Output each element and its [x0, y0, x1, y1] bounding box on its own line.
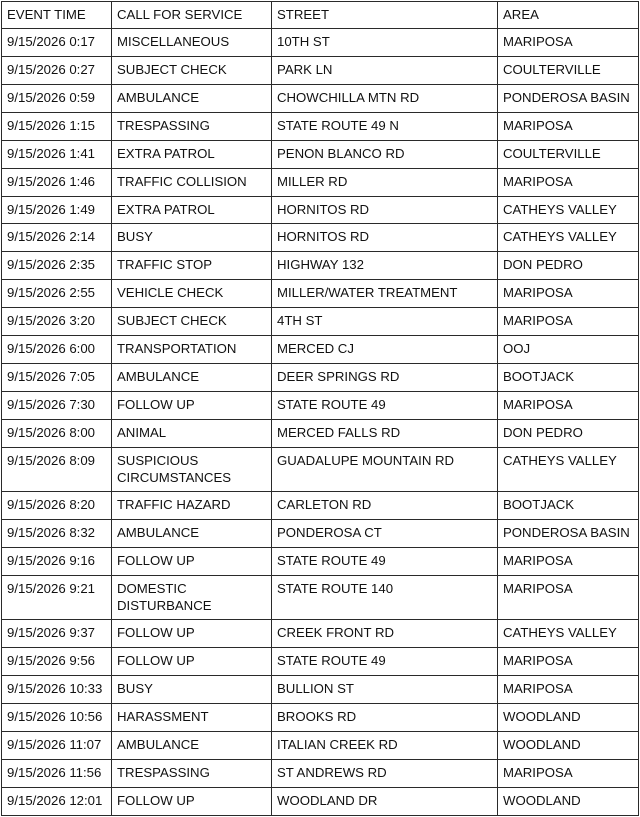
table-row — [2, 391, 639, 419]
event-time-cell: 9/15/2026 0:59 — [2, 84, 112, 112]
street-cell: STATE ROUTE 49 — [272, 391, 498, 419]
call-type-cell: AMBULANCE — [112, 731, 272, 759]
call-type-cell: ANIMAL — [112, 419, 272, 447]
street-cell: ITALIAN CREEK RD — [272, 731, 498, 759]
street-cell: HIGHWAY 132 — [272, 252, 498, 280]
table-row — [2, 140, 639, 168]
table-row — [2, 575, 639, 620]
area-cell: BOOTJACK — [498, 363, 639, 391]
call-type-cell: TRAFFIC STOP — [112, 252, 272, 280]
table-row — [2, 363, 639, 391]
call-type-cell: BUSY — [112, 224, 272, 252]
event-time-cell: 9/15/2026 8:09 — [2, 447, 112, 492]
area-cell: WOODLAND — [498, 787, 639, 815]
table-row — [2, 731, 639, 759]
area-cell: WOODLAND — [498, 731, 639, 759]
event-time-cell: 9/15/2026 7:05 — [2, 363, 112, 391]
street-cell: WOODLAND DR — [272, 787, 498, 815]
area-cell: COULTERVILLE — [498, 57, 639, 85]
event-time-cell: 9/15/2026 3:20 — [2, 308, 112, 336]
street-cell: PONDEROSA CT — [272, 520, 498, 548]
street-cell: STATE ROUTE 49 — [272, 648, 498, 676]
area-cell: MARIPOSA — [498, 759, 639, 787]
event-time-cell: 9/15/2026 1:41 — [2, 140, 112, 168]
event-time-cell: 9/15/2026 7:30 — [2, 391, 112, 419]
street-cell: MILLER/WATER TREATMENT — [272, 280, 498, 308]
call-type-cell: HARASSMENT — [112, 704, 272, 732]
street-cell: HORNITOS RD — [272, 196, 498, 224]
area-cell: MARIPOSA — [498, 391, 639, 419]
event-time-cell: 9/15/2026 1:49 — [2, 196, 112, 224]
table-row — [2, 112, 639, 140]
table-row — [2, 168, 639, 196]
area-cell: MARIPOSA — [498, 575, 639, 620]
table-row — [2, 620, 639, 648]
call-type-cell: FOLLOW UP — [112, 787, 272, 815]
call-type-cell: MISCELLANEOUS — [112, 29, 272, 57]
area-cell: DON PEDRO — [498, 419, 639, 447]
event-time-cell: 9/15/2026 1:46 — [2, 168, 112, 196]
call-type-cell: BUSY — [112, 676, 272, 704]
street-cell: STATE ROUTE 49 N — [272, 112, 498, 140]
table-row — [2, 704, 639, 732]
call-log-table — [1, 1, 639, 816]
area-cell: CATHEYS VALLEY — [498, 447, 639, 492]
call-type-cell: AMBULANCE — [112, 363, 272, 391]
street-cell: DEER SPRINGS RD — [272, 363, 498, 391]
call-type-cell: FOLLOW UP — [112, 620, 272, 648]
event-time-cell: 9/15/2026 6:00 — [2, 335, 112, 363]
area-cell: COULTERVILLE — [498, 140, 639, 168]
event-time-cell: 9/15/2026 9:37 — [2, 620, 112, 648]
area-cell: CATHEYS VALLEY — [498, 196, 639, 224]
event-time-cell: 9/15/2026 8:00 — [2, 419, 112, 447]
street-cell: PARK LN — [272, 57, 498, 85]
table-row — [2, 676, 639, 704]
event-time-cell: 9/15/2026 11:56 — [2, 759, 112, 787]
event-time-cell: 9/15/2026 11:07 — [2, 731, 112, 759]
area-cell: MARIPOSA — [498, 308, 639, 336]
area-cell: MARIPOSA — [498, 168, 639, 196]
area-cell: MARIPOSA — [498, 648, 639, 676]
street-cell: STATE ROUTE 49 — [272, 547, 498, 575]
call-type-cell: SUBJECT CHECK — [112, 57, 272, 85]
call-type-cell: AMBULANCE — [112, 520, 272, 548]
table-row — [2, 419, 639, 447]
header-row — [2, 2, 639, 29]
street-cell: 10TH ST — [272, 29, 498, 57]
call-type-cell: FOLLOW UP — [112, 547, 272, 575]
area-cell: BOOTJACK — [498, 492, 639, 520]
call-type-cell: TRAFFIC COLLISION — [112, 168, 272, 196]
table-row — [2, 787, 639, 815]
event-time-cell: 9/15/2026 12:01 — [2, 787, 112, 815]
table-row — [2, 547, 639, 575]
area-cell: OOJ — [498, 335, 639, 363]
call-type-cell: TRANSPORTATION — [112, 335, 272, 363]
event-time-cell: 9/15/2026 9:56 — [2, 648, 112, 676]
call-type-cell: EXTRA PATROL — [112, 140, 272, 168]
area-cell: MARIPOSA — [498, 547, 639, 575]
area-cell: MARIPOSA — [498, 280, 639, 308]
event-time-cell: 9/15/2026 8:32 — [2, 520, 112, 548]
call-type-cell: SUSPICIOUS CIRCUMSTANCES — [112, 447, 272, 492]
table-row — [2, 759, 639, 787]
event-time-cell: 9/15/2026 0:27 — [2, 57, 112, 85]
street-cell: CHOWCHILLA MTN RD — [272, 84, 498, 112]
area-cell: PONDEROSA BASIN — [498, 84, 639, 112]
table-row — [2, 252, 639, 280]
column-header-call-for-service: CALL FOR SERVICE — [112, 2, 272, 29]
table-row — [2, 224, 639, 252]
call-type-cell: TRAFFIC HAZARD — [112, 492, 272, 520]
table-row — [2, 648, 639, 676]
street-cell: BROOKS RD — [272, 704, 498, 732]
call-type-cell: EXTRA PATROL — [112, 196, 272, 224]
call-type-cell: TRESPASSING — [112, 112, 272, 140]
street-cell: BULLION ST — [272, 676, 498, 704]
table-row — [2, 520, 639, 548]
table-row — [2, 84, 639, 112]
event-time-cell: 9/15/2026 10:56 — [2, 704, 112, 732]
area-cell: MARIPOSA — [498, 112, 639, 140]
table-row — [2, 280, 639, 308]
street-cell: CREEK FRONT RD — [272, 620, 498, 648]
street-cell: 4TH ST — [272, 308, 498, 336]
event-time-cell: 9/15/2026 2:35 — [2, 252, 112, 280]
call-type-cell: VEHICLE CHECK — [112, 280, 272, 308]
area-cell: WOODLAND — [498, 704, 639, 732]
event-time-cell: 9/15/2026 8:20 — [2, 492, 112, 520]
street-cell: HORNITOS RD — [272, 224, 498, 252]
event-time-cell: 9/15/2026 10:33 — [2, 676, 112, 704]
event-time-cell: 9/15/2026 1:15 — [2, 112, 112, 140]
street-cell: MILLER RD — [272, 168, 498, 196]
table-row — [2, 196, 639, 224]
street-cell: GUADALUPE MOUNTAIN RD — [272, 447, 498, 492]
event-time-cell: 9/15/2026 2:55 — [2, 280, 112, 308]
street-cell: STATE ROUTE 140 — [272, 575, 498, 620]
street-cell: MERCED CJ — [272, 335, 498, 363]
area-cell: CATHEYS VALLEY — [498, 620, 639, 648]
area-cell: PONDEROSA BASIN — [498, 520, 639, 548]
call-type-cell: FOLLOW UP — [112, 648, 272, 676]
column-header-street: STREET — [272, 2, 498, 29]
table-row — [2, 447, 639, 492]
event-time-cell: 9/15/2026 9:16 — [2, 547, 112, 575]
event-time-cell: 9/15/2026 2:14 — [2, 224, 112, 252]
table-row — [2, 57, 639, 85]
area-cell: CATHEYS VALLEY — [498, 224, 639, 252]
street-cell: MERCED FALLS RD — [272, 419, 498, 447]
column-header-area: AREA — [498, 2, 639, 29]
call-type-cell: DOMESTIC DISTURBANCE — [112, 575, 272, 620]
table-row — [2, 29, 639, 57]
street-cell: CARLETON RD — [272, 492, 498, 520]
street-cell: ST ANDREWS RD — [272, 759, 498, 787]
event-time-cell: 9/15/2026 0:17 — [2, 29, 112, 57]
event-time-cell: 9/15/2026 9:21 — [2, 575, 112, 620]
column-header-event-time: EVENT TIME — [2, 2, 112, 29]
table-row — [2, 335, 639, 363]
area-cell: MARIPOSA — [498, 676, 639, 704]
call-type-cell: SUBJECT CHECK — [112, 308, 272, 336]
call-type-cell: FOLLOW UP — [112, 391, 272, 419]
call-type-cell: AMBULANCE — [112, 84, 272, 112]
table-row — [2, 492, 639, 520]
area-cell: MARIPOSA — [498, 29, 639, 57]
call-type-cell: TRESPASSING — [112, 759, 272, 787]
table-row — [2, 308, 639, 336]
area-cell: DON PEDRO — [498, 252, 639, 280]
street-cell: PENON BLANCO RD — [272, 140, 498, 168]
